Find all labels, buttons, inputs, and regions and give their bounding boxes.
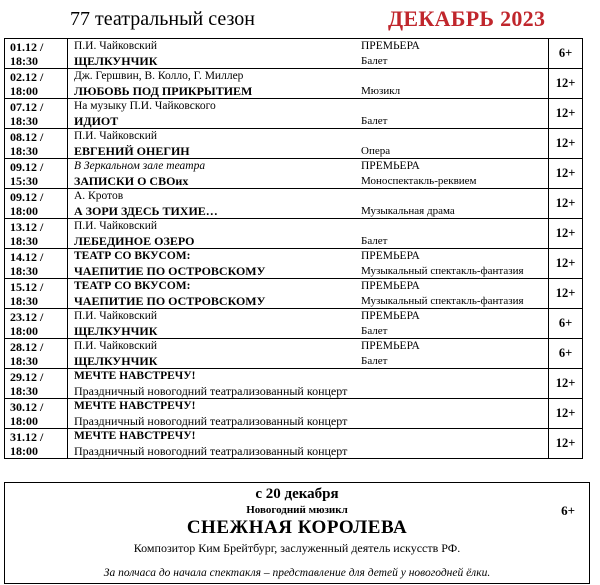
event-info <box>68 369 549 399</box>
premiere-label: ПРЕМЬЕРА <box>361 310 420 322</box>
event-date: 08.12 / <box>10 130 44 144</box>
event-info <box>68 309 549 339</box>
month-title: ДЕКАБРЬ 2023 <box>388 6 546 31</box>
musical-note: За полчаса до начала спектакля – представление для детей у новогодней ёлки. <box>103 567 491 579</box>
event-info <box>68 219 549 249</box>
event-date: 13.12 / <box>10 220 44 234</box>
event-author: П.И. Чайковский <box>74 130 158 142</box>
schedule-body <box>5 39 583 459</box>
event-date: 09.12 / <box>10 190 44 204</box>
event-info <box>68 99 549 129</box>
event-time: 18:00 <box>10 414 38 428</box>
season-title: 77 театральный сезон <box>70 8 255 30</box>
event-info <box>68 399 549 429</box>
event-time: 18:30 <box>10 384 38 398</box>
event-datetime <box>5 399 68 429</box>
event-info <box>68 39 549 69</box>
event-info <box>68 279 549 309</box>
event-date: 28.12 / <box>10 340 44 354</box>
event-author: ТЕАТР СО ВКУСОМ: <box>74 280 191 292</box>
table-row <box>5 69 583 99</box>
table-row <box>5 219 583 249</box>
event-genre: Музыкальный спектакль-фантазия <box>361 265 524 277</box>
event-author: ТЕАТР СО ВКУСОМ: <box>74 250 191 262</box>
event-genre: Балет <box>361 115 388 127</box>
musical-title: СНЕЖНАЯ КОРОЛЕВА <box>186 517 408 538</box>
event-datetime <box>5 309 68 339</box>
event-date: 14.12 / <box>10 250 44 264</box>
event-time: 18:30 <box>10 234 38 248</box>
age-rating: 6+ <box>549 339 583 369</box>
event-time: 18:30 <box>10 144 38 158</box>
age-rating: 12+ <box>549 219 583 249</box>
event-datetime <box>5 219 68 249</box>
table-row <box>5 279 583 309</box>
event-info <box>68 189 549 219</box>
event-author: На музыку П.И. Чайковского <box>74 100 216 112</box>
musical-age-rating: 6+ <box>561 503 575 518</box>
event-time: 18:00 <box>10 204 38 218</box>
age-rating: 12+ <box>549 399 583 429</box>
premiere-label: ПРЕМЬЕРА <box>361 160 420 172</box>
event-time: 18:00 <box>10 444 38 458</box>
event-date: 30.12 / <box>10 400 44 414</box>
event-datetime <box>5 39 68 69</box>
event-author: Дж. Гершвин, В. Колло, Г. Миллер <box>74 70 244 82</box>
age-rating: 12+ <box>549 189 583 219</box>
table-row <box>5 369 583 399</box>
musical-announcement <box>4 482 590 584</box>
event-datetime <box>5 369 68 399</box>
table-row <box>5 39 583 69</box>
event-time: 18:00 <box>10 84 38 98</box>
event-time: 18:30 <box>10 114 38 128</box>
premiere-label: ПРЕМЬЕРА <box>361 280 420 292</box>
age-rating: 12+ <box>549 369 583 399</box>
musical-genre: Новогодний мюзикл <box>246 504 348 516</box>
event-author: П.И. Чайковский <box>74 340 158 352</box>
event-info <box>68 129 549 159</box>
table-row <box>5 129 583 159</box>
event-date: 31.12 / <box>10 430 44 444</box>
event-genre: Балет <box>361 325 388 337</box>
event-time: 18:30 <box>10 354 38 368</box>
event-genre: Моноспектакль-реквием <box>361 175 477 187</box>
age-rating: 12+ <box>549 429 583 459</box>
age-rating: 12+ <box>549 69 583 99</box>
event-time: 15:30 <box>10 174 38 188</box>
event-time: 18:30 <box>10 294 38 308</box>
event-datetime <box>5 159 68 189</box>
event-datetime <box>5 279 68 309</box>
event-genre: Музыкальный спектакль-фантазия <box>361 295 524 307</box>
event-author: В Зеркальном зале театра <box>74 160 206 172</box>
event-genre: Музыкальная драма <box>361 205 455 217</box>
event-genre: Балет <box>361 355 388 367</box>
event-genre: Опера <box>361 145 391 157</box>
event-info <box>68 69 549 99</box>
age-rating: 6+ <box>549 39 583 69</box>
event-author: МЕЧТЕ НАВСТРЕЧУ! <box>74 400 196 412</box>
table-row <box>5 339 583 369</box>
event-title: ЩЕЛКУНЧИК <box>74 54 158 68</box>
event-datetime <box>5 249 68 279</box>
event-title: Праздничный новогодний театрализованный концерт <box>74 414 348 428</box>
event-title: ЕВГЕНИЙ ОНЕГИН <box>74 144 190 158</box>
musical-composer: Композитор Ким Брейтбург, заслуженный деятель искусств РФ. <box>133 541 461 555</box>
event-author: МЕЧТЕ НАВСТРЕЧУ! <box>74 370 196 382</box>
event-info <box>68 249 549 279</box>
event-title: Праздничный новогодний театрализованный концерт <box>74 444 348 458</box>
table-row <box>5 429 583 459</box>
event-datetime <box>5 339 68 369</box>
event-time: 18:00 <box>10 324 38 338</box>
event-date: 09.12 / <box>10 160 44 174</box>
event-datetime <box>5 69 68 99</box>
premiere-label: ПРЕМЬЕРА <box>361 40 420 52</box>
table-row <box>5 399 583 429</box>
table-row <box>5 99 583 129</box>
age-rating: 12+ <box>549 129 583 159</box>
event-genre: Мюзикл <box>361 85 401 97</box>
event-date: 29.12 / <box>10 370 44 384</box>
event-title: А ЗОРИ ЗДЕСЬ ТИХИЕ… <box>74 204 218 218</box>
event-title: ЧАЕПИТИЕ ПО ОСТРОВСКОМУ <box>74 294 266 308</box>
event-date: 07.12 / <box>10 100 44 114</box>
event-author: П.И. Чайковский <box>74 40 158 52</box>
table-row <box>5 249 583 279</box>
event-title: Праздничный новогодний театрализованный концерт <box>74 384 348 398</box>
table-row <box>5 309 583 339</box>
age-rating: 6+ <box>549 309 583 339</box>
table-row <box>5 189 583 219</box>
event-title: ИДИОТ <box>74 114 119 128</box>
event-title: ЛЕБЕДИНОЕ ОЗЕРО <box>74 234 195 248</box>
event-datetime <box>5 189 68 219</box>
age-rating: 12+ <box>549 249 583 279</box>
event-datetime <box>5 129 68 159</box>
schedule-table <box>4 38 583 459</box>
age-rating: 12+ <box>549 99 583 129</box>
event-date: 01.12 / <box>10 40 44 54</box>
event-title: ЗАПИСКИ О СВОих <box>74 174 189 188</box>
event-time: 18:30 <box>10 264 38 278</box>
event-time: 18:30 <box>10 54 38 68</box>
event-info <box>68 159 549 189</box>
event-genre: Балет <box>361 235 388 247</box>
event-author: П.И. Чайковский <box>74 220 158 232</box>
event-info <box>68 339 549 369</box>
premiere-label: ПРЕМЬЕРА <box>361 250 420 262</box>
age-rating: 12+ <box>549 159 583 189</box>
event-genre: Балет <box>361 55 388 67</box>
age-rating: 12+ <box>549 279 583 309</box>
event-author: П.И. Чайковский <box>74 310 158 322</box>
table-row <box>5 159 583 189</box>
event-title: ЛЮБОВЬ ПОД ПРИКРЫТИЕМ <box>74 84 253 98</box>
event-author: А. Кротов <box>74 190 124 202</box>
event-title: ЩЕЛКУНЧИК <box>74 354 158 368</box>
event-datetime <box>5 99 68 129</box>
event-date: 15.12 / <box>10 280 44 294</box>
event-info <box>68 429 549 459</box>
event-date: 23.12 / <box>10 310 44 324</box>
event-title: ЩЕЛКУНЧИК <box>74 324 158 338</box>
event-date: 02.12 / <box>10 70 44 84</box>
event-datetime <box>5 429 68 459</box>
event-title: ЧАЕПИТИЕ ПО ОСТРОВСКОМУ <box>74 264 266 278</box>
musical-start-date: с 20 декабря <box>255 486 339 502</box>
page-header <box>0 0 600 38</box>
event-author: МЕЧТЕ НАВСТРЕЧУ! <box>74 430 196 442</box>
premiere-label: ПРЕМЬЕРА <box>361 340 420 352</box>
